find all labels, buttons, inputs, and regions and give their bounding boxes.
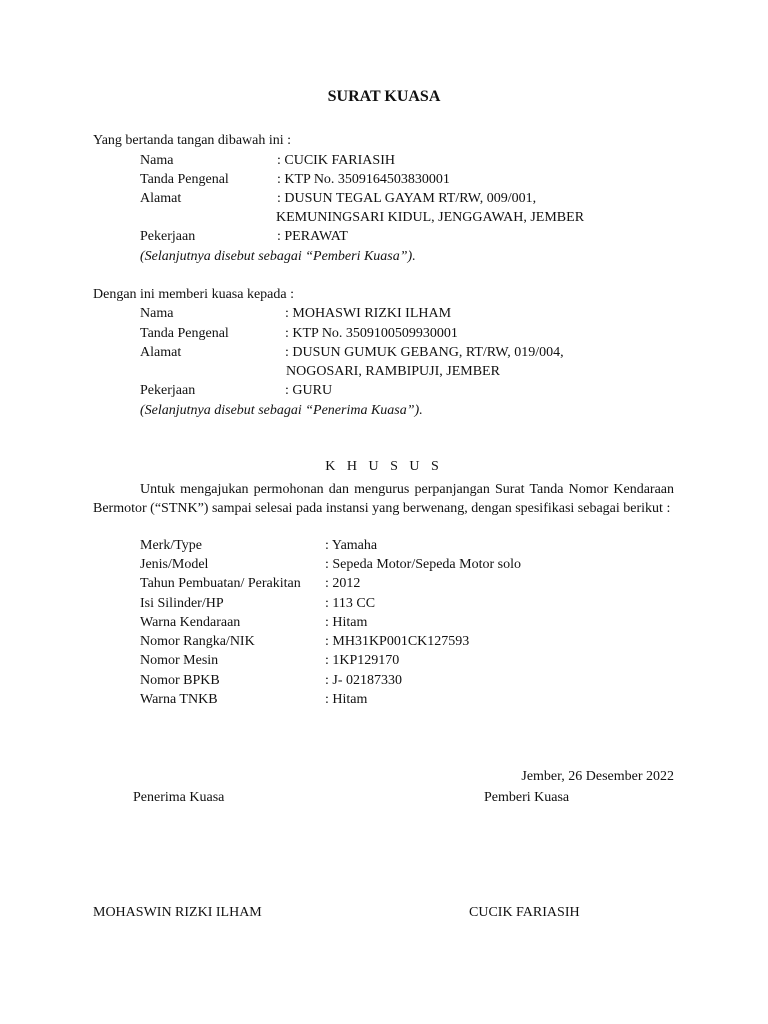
- spec-value: : J- 02187330: [325, 673, 402, 688]
- spec-value: : 113 CC: [325, 596, 376, 611]
- spec-label: Tahun Pembuatan/ Perakitan: [140, 576, 301, 591]
- grantor-name-label: Nama: [140, 153, 174, 168]
- spec-label: Nomor Rangka/NIK: [140, 634, 255, 649]
- grantee-address-value-line2: NOGOSARI, RAMBIPUJI, JEMBER: [286, 364, 500, 379]
- grantee-job-value: : GURU: [285, 383, 333, 398]
- grantor-id-label: Tanda Pengenal: [140, 172, 229, 187]
- grantor-id-value: : KTP No. 3509164503830001: [277, 172, 450, 187]
- spec-value: : 2012: [325, 576, 361, 591]
- grantee-id-value: : KTP No. 3509100509930001: [285, 326, 458, 341]
- grantee-address-value: : DUSUN GUMUK GEBANG, RT/RW, 019/004,: [285, 345, 564, 360]
- grantor-address-value-line2: KEMUNINGSARI KIDUL, JENGGAWAH, JEMBER: [276, 210, 585, 225]
- spec-value: : Sepeda Motor/Sepeda Motor solo: [325, 557, 521, 572]
- grantee-id-label: Tanda Pengenal: [140, 326, 229, 341]
- spec-label: Nomor Mesin: [140, 653, 219, 668]
- special-heading: K H U S U S: [325, 459, 443, 474]
- spec-label: Isi Silinder/HP: [140, 596, 224, 611]
- grantee-intro: Dengan ini memberi kuasa kepada :: [93, 287, 294, 302]
- receiver-role: Penerima Kuasa: [133, 790, 225, 805]
- spec-label: Warna Kendaraan: [140, 615, 241, 630]
- spec-label: Warna TNKB: [140, 692, 218, 707]
- spec-value: : Yamaha: [325, 538, 378, 553]
- place-date: Jember, 26 Desember 2022: [521, 769, 674, 784]
- grantee-name-value: : MOHASWI RIZKI ILHAM: [285, 306, 452, 321]
- spec-label: Jenis/Model: [140, 557, 209, 572]
- grantor-note: (Selanjutnya disebut sebagai “Pemberi Kuasa”).: [140, 249, 416, 264]
- spec-label: Merk/Type: [140, 538, 203, 553]
- spec-value: : MH31KP001CK127593: [325, 634, 470, 649]
- spec-value: : 1KP129170: [325, 653, 400, 668]
- spec-value: : Hitam: [325, 615, 368, 630]
- grantee-job-label: Pekerjaan: [140, 383, 196, 398]
- grantee-name-label: Nama: [140, 306, 174, 321]
- spec-label: Nomor BPKB: [140, 673, 220, 688]
- grantor-intro: Yang bertanda tangan dibawah ini :: [93, 133, 292, 148]
- grantor-job-value: : PERAWAT: [277, 229, 348, 244]
- grantor-job-label: Pekerjaan: [140, 229, 196, 244]
- spec-value: : Hitam: [325, 692, 368, 707]
- grantor-address-value: : DUSUN TEGAL GAYAM RT/RW, 009/001,: [277, 191, 537, 206]
- grantee-note: (Selanjutnya disebut sebagai “Penerima Kuasa”).: [140, 403, 423, 418]
- grantee-address-label: Alamat: [140, 345, 182, 360]
- special-paragraph: Untuk mengajukan permohonan dan mengurus perpanjangan Surat Tanda Nomor Kendaraan Bermotor (“STNK”) sampai selesai pada instansi yang berwenang, dengan spesifikasi sebagai berikut :: [93, 482, 674, 516]
- receiver-name: MOHASWIN RIZKI ILHAM: [93, 905, 262, 920]
- giver-name: CUCIK FARIASIH: [469, 905, 580, 920]
- giver-role: Pemberi Kuasa: [484, 790, 570, 805]
- grantor-address-label: Alamat: [140, 191, 182, 206]
- grantor-name-value: : CUCIK FARIASIH: [277, 153, 395, 168]
- document-title: SURAT KUASA: [327, 88, 441, 105]
